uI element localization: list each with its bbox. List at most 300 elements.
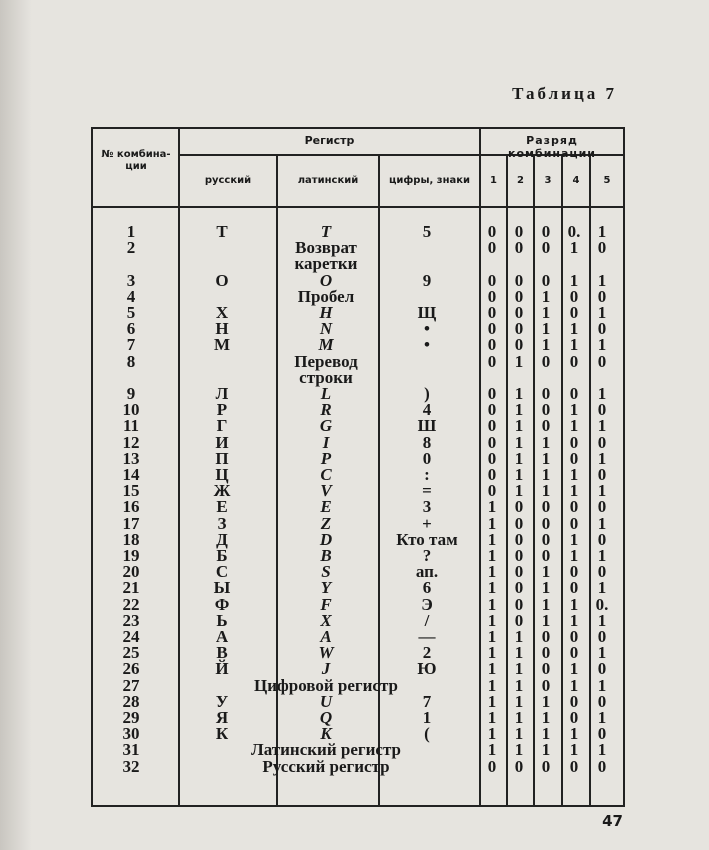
russian-letter: Ы bbox=[213, 578, 231, 598]
bit-4-value: 0 bbox=[569, 578, 579, 598]
russian-letter: Х bbox=[215, 303, 229, 322]
combination-number: 30 bbox=[122, 724, 140, 744]
combination-number: 14 bbox=[122, 465, 140, 484]
digit-sign: 3 bbox=[422, 497, 432, 517]
bit-1-value: 0 bbox=[487, 335, 497, 355]
combination-number: 26 bbox=[122, 659, 140, 679]
combination-number: 11 bbox=[122, 416, 140, 436]
bit-5-value: 0 bbox=[597, 497, 607, 517]
digit-sign: 9 bbox=[422, 270, 432, 290]
bit-5-value: 0 bbox=[597, 238, 607, 258]
bit-1-value: 1 bbox=[487, 708, 497, 727]
lat-column-header: латинский bbox=[297, 175, 359, 186]
latin-letter: B bbox=[320, 546, 332, 565]
latin-letter: V bbox=[320, 481, 332, 501]
bit-4-value: 1 bbox=[569, 465, 579, 484]
bit-1-value: 0 bbox=[487, 319, 497, 339]
russian-letter: Ж bbox=[213, 481, 231, 501]
bit-5-value: 1 bbox=[597, 384, 607, 403]
russian-letter: А bbox=[215, 627, 229, 646]
combination-number: 24 bbox=[122, 627, 140, 646]
table-row bbox=[91, 756, 623, 776]
bit-3-value: 1 bbox=[541, 708, 551, 727]
bit-3-value: 1 bbox=[541, 724, 551, 744]
bit-1-value: 0 bbox=[487, 384, 497, 403]
bit-4-value: 1 bbox=[569, 529, 579, 549]
bit-4-value: 0 bbox=[569, 286, 579, 306]
russian-letter: Ф bbox=[214, 594, 230, 614]
bit-1-value: 1 bbox=[487, 546, 497, 565]
bit-4-value: 1 bbox=[569, 594, 579, 614]
bit-5-value: 1 bbox=[597, 675, 607, 695]
bit-3-value: 0 bbox=[541, 546, 551, 565]
combination-number: 12 bbox=[122, 432, 140, 452]
table-row bbox=[91, 661, 623, 677]
latin-letter: M bbox=[318, 335, 334, 355]
table-row bbox=[91, 337, 623, 353]
bit-2-value: 0 bbox=[514, 578, 524, 598]
digit-sign: 5 bbox=[422, 222, 432, 241]
digit-sign: 1 bbox=[422, 708, 432, 727]
bit-1-value: 1 bbox=[487, 513, 497, 533]
bit-1-value: 0 bbox=[487, 432, 497, 452]
table-title: Таблица 7 bbox=[512, 84, 617, 103]
bit-2-value: 1 bbox=[514, 675, 524, 695]
bit-5-value: 0 bbox=[597, 756, 607, 776]
bit-3-value: 1 bbox=[541, 465, 551, 484]
combination-number: 32 bbox=[122, 756, 140, 776]
bit-4-value: 1 bbox=[569, 400, 579, 420]
latin-letter: X bbox=[320, 610, 332, 630]
bit-2-value: 1 bbox=[514, 627, 524, 646]
bit-1-value: 0 bbox=[487, 756, 497, 776]
bit-2-value: 0 bbox=[514, 222, 524, 241]
page-binding-shadow bbox=[0, 0, 32, 850]
bit-4-value: 0 bbox=[569, 627, 579, 646]
table-row bbox=[91, 256, 623, 272]
combination-number: 16 bbox=[122, 497, 140, 517]
russian-letter: Р bbox=[216, 400, 228, 420]
bit-5-value: 1 bbox=[597, 335, 607, 355]
latin-letter: C bbox=[320, 465, 332, 484]
bit-2-value: 1 bbox=[514, 465, 524, 484]
latin-letter: H bbox=[319, 303, 333, 322]
bit-3-value: 0 bbox=[541, 756, 551, 776]
latin-letter: E bbox=[320, 497, 332, 517]
combination-number: 1 bbox=[126, 222, 136, 241]
latin-letter: O bbox=[319, 270, 333, 290]
combination-number: 31 bbox=[122, 740, 140, 760]
page-number: 47 bbox=[602, 812, 623, 830]
combination-number: 28 bbox=[122, 691, 140, 711]
register-switch-label: Русский регистр bbox=[262, 756, 390, 776]
latin-letter: S bbox=[321, 562, 331, 582]
table-row bbox=[91, 742, 623, 758]
bit-3-value: 0 bbox=[541, 222, 551, 241]
bit-5-value: 1 bbox=[597, 270, 607, 290]
register-header: Регистр bbox=[304, 134, 355, 147]
bit-5-header: 5 bbox=[603, 175, 611, 186]
bit-3-value: 1 bbox=[541, 594, 551, 614]
combination-number: 15 bbox=[122, 481, 140, 501]
bit-4-value: 1 bbox=[569, 659, 579, 679]
bit-3-value: 0 bbox=[541, 351, 551, 371]
bit-2-value: 0 bbox=[514, 303, 524, 322]
bit-4-value: 0 bbox=[569, 303, 579, 322]
table-bottom-rule bbox=[93, 805, 623, 807]
bit-5-value: 0 bbox=[597, 562, 607, 582]
bit-3-value: 0 bbox=[541, 400, 551, 420]
bit-1-value: 1 bbox=[487, 675, 497, 695]
bit-1-value: 1 bbox=[487, 594, 497, 614]
bit-1-value: 0 bbox=[487, 222, 497, 241]
russian-letter: З bbox=[217, 513, 227, 533]
bit-2-value: 1 bbox=[514, 384, 524, 403]
latin-letter: K bbox=[320, 724, 332, 744]
bit-2-value: 1 bbox=[514, 691, 524, 711]
digit-sign: / bbox=[424, 610, 430, 630]
bits-header: Разряд комбинации bbox=[508, 134, 596, 160]
latin-letter: P bbox=[320, 448, 332, 468]
bit-5-value: 1 bbox=[597, 546, 607, 565]
bit-5-value: 1 bbox=[597, 643, 607, 663]
bit-1-value: 1 bbox=[487, 691, 497, 711]
bit-2-header: 2 bbox=[517, 175, 524, 186]
bit-3-value: 1 bbox=[541, 562, 551, 582]
bit-1-value: 0 bbox=[487, 448, 497, 468]
digit-sign: ) bbox=[424, 384, 430, 403]
latin-letter: каретки bbox=[294, 254, 358, 274]
bit-2-value: 0 bbox=[514, 562, 524, 582]
russian-letter: Г bbox=[216, 416, 228, 436]
digits-column-header: цифры, знаки bbox=[388, 175, 471, 186]
bit-2-value: 0 bbox=[514, 335, 524, 355]
digit-sign: Э bbox=[421, 594, 433, 614]
bit-3-value: 0 bbox=[541, 529, 551, 549]
bit-1-value: 0 bbox=[487, 303, 497, 322]
bit-3-value: 0 bbox=[541, 659, 551, 679]
bit-2-value: 0 bbox=[514, 497, 524, 517]
combination-number: 20 bbox=[122, 562, 140, 582]
bit-1-value: 1 bbox=[487, 643, 497, 663]
bit-4-value: 0 bbox=[569, 643, 579, 663]
combination-number: 19 bbox=[122, 546, 140, 565]
bit-1-value: 0 bbox=[487, 286, 497, 306]
bit-2-value: 1 bbox=[514, 432, 524, 452]
bit-5-value: 1 bbox=[597, 610, 607, 630]
bit-4-value: 0 bbox=[569, 448, 579, 468]
bit-5-value: 0 bbox=[597, 659, 607, 679]
russian-letter: М bbox=[213, 335, 231, 355]
bit-5-value: 0 bbox=[597, 724, 607, 744]
digit-sign: ап. bbox=[415, 562, 439, 582]
bit-4-value: 1 bbox=[569, 740, 579, 760]
register-switch-label: Латинский регистр bbox=[251, 740, 401, 760]
bit-5-value: 0 bbox=[597, 400, 607, 420]
bit-3-value: 0 bbox=[541, 643, 551, 663]
bit-1-value: 0 bbox=[487, 465, 497, 484]
russian-letter: К bbox=[215, 724, 229, 744]
bit-4-value: 1 bbox=[569, 546, 579, 565]
bit-1-value: 0 bbox=[487, 416, 497, 436]
latin-letter: Y bbox=[320, 578, 332, 598]
bit-3-value: 0 bbox=[541, 497, 551, 517]
russian-letter: Н bbox=[215, 319, 229, 339]
bit-4-value: 0 bbox=[569, 432, 579, 452]
latin-letter: N bbox=[319, 319, 333, 339]
bit-3-value: 1 bbox=[541, 578, 551, 598]
latin-letter: Перевод bbox=[294, 351, 358, 371]
combination-number: 22 bbox=[122, 594, 140, 614]
bit-2-value: 0 bbox=[514, 319, 524, 339]
bit-1-value: 1 bbox=[487, 497, 497, 517]
bit-2-value: 1 bbox=[514, 400, 524, 420]
russian-letter: Е bbox=[216, 497, 228, 517]
digit-sign: ? bbox=[422, 546, 432, 565]
bit-5-value: 0 bbox=[597, 319, 607, 339]
bit-5-value: 1 bbox=[597, 578, 607, 598]
bit-2-value: 1 bbox=[514, 481, 524, 501]
bit-3-value: 0 bbox=[541, 513, 551, 533]
bit-2-value: 1 bbox=[514, 351, 524, 371]
russian-letter: С bbox=[215, 562, 229, 582]
combination-number: 9 bbox=[126, 384, 136, 403]
digit-sign: 8 bbox=[422, 432, 432, 452]
bit-4-value: 0 bbox=[569, 562, 579, 582]
digit-sign: ( bbox=[424, 724, 430, 744]
digit-sign: Щ bbox=[417, 303, 437, 322]
bit-2-value: 0 bbox=[514, 529, 524, 549]
digit-sign: 7 bbox=[422, 691, 432, 711]
digit-sign: + bbox=[422, 513, 432, 533]
bit-3-value: 1 bbox=[541, 740, 551, 760]
bit-2-value: 0 bbox=[514, 513, 524, 533]
bit-3-value: 1 bbox=[541, 319, 551, 339]
combination-number: 4 bbox=[126, 286, 136, 306]
combination-number: 29 bbox=[122, 708, 140, 727]
bit-4-value: 1 bbox=[569, 724, 579, 744]
bit-3-value: 1 bbox=[541, 286, 551, 306]
table-row bbox=[91, 580, 623, 596]
bit-5-value: 0 bbox=[597, 465, 607, 484]
bit-2-value: 0 bbox=[514, 610, 524, 630]
russian-letter: Й bbox=[215, 659, 229, 679]
combination-number: 21 bbox=[122, 578, 140, 598]
bit-4-value: 0 bbox=[569, 513, 579, 533]
bit-3-value: 0 bbox=[541, 238, 551, 258]
russian-letter: Т bbox=[216, 222, 228, 241]
bit-3-value: 1 bbox=[541, 303, 551, 322]
bit-5-value: 0. bbox=[595, 594, 609, 614]
bit-4-value: 1 bbox=[569, 335, 579, 355]
latin-letter: I bbox=[322, 432, 330, 452]
latin-letter: D bbox=[319, 529, 333, 549]
bit-4-value: 1 bbox=[569, 481, 579, 501]
bit-4-value: 0 bbox=[569, 756, 579, 776]
combination-number: 10 bbox=[122, 400, 140, 420]
combination-number-header: № комбина- ции bbox=[101, 149, 171, 172]
combination-number: 17 bbox=[122, 513, 140, 533]
bit-5-value: 1 bbox=[597, 416, 607, 436]
latin-letter: R bbox=[320, 400, 332, 420]
digit-sign: Ю bbox=[417, 659, 437, 679]
russian-letter: Я bbox=[215, 708, 229, 727]
bit-2-value: 0 bbox=[514, 270, 524, 290]
russian-letter: У bbox=[215, 691, 229, 711]
bit-3-header: 3 bbox=[544, 175, 552, 186]
bit-4-value: 1 bbox=[569, 270, 579, 290]
digit-sign: : bbox=[424, 465, 430, 484]
bit-4-value: 0 bbox=[569, 384, 579, 403]
bit-3-value: 1 bbox=[541, 335, 551, 355]
bit-5-value: 1 bbox=[597, 448, 607, 468]
bit-4-header: 4 bbox=[572, 175, 580, 186]
latin-letter: U bbox=[319, 691, 333, 711]
combination-number: 2 bbox=[126, 238, 136, 258]
latin-letter: L bbox=[320, 384, 332, 403]
bit-5-value: 1 bbox=[597, 513, 607, 533]
bit-3-value: 0 bbox=[541, 270, 551, 290]
combination-number: 18 bbox=[122, 529, 140, 549]
russian-letter: П bbox=[215, 448, 229, 468]
latin-letter: J bbox=[321, 659, 331, 679]
bit-2-value: 1 bbox=[514, 724, 524, 744]
bit-2-value: 0 bbox=[514, 286, 524, 306]
digit-sign: • bbox=[424, 319, 430, 339]
bit-3-value: 1 bbox=[541, 691, 551, 711]
bit-5-value: 1 bbox=[597, 740, 607, 760]
russian-letter: О bbox=[215, 270, 229, 290]
bit-4-value: 1 bbox=[569, 319, 579, 339]
latin-letter: T bbox=[320, 222, 332, 241]
bit-2-value: 0 bbox=[514, 238, 524, 258]
bit-1-value: 0 bbox=[487, 238, 497, 258]
russian-letter: Д bbox=[216, 529, 228, 549]
latin-letter: F bbox=[320, 594, 332, 614]
bit-2-value: 0 bbox=[514, 594, 524, 614]
bit-2-value: 0 bbox=[514, 756, 524, 776]
bit-4-value: 1 bbox=[569, 416, 579, 436]
latin-letter: Пробел bbox=[297, 286, 355, 306]
bit-5-value: 0 bbox=[597, 432, 607, 452]
bit-2-value: 1 bbox=[514, 416, 524, 436]
table-row bbox=[91, 351, 623, 371]
russian-letter: Б bbox=[216, 546, 228, 565]
bit-5-value: 1 bbox=[597, 303, 607, 322]
bit-1-value: 1 bbox=[487, 610, 497, 630]
digit-sign: Ш bbox=[417, 416, 437, 436]
bit-2-value: 0 bbox=[514, 546, 524, 565]
digit-sign: 6 bbox=[422, 578, 432, 598]
table-row bbox=[91, 418, 623, 434]
bit-4-value: 0 bbox=[569, 351, 579, 371]
digit-sign: 4 bbox=[422, 400, 432, 420]
bit-5-value: 0 bbox=[597, 627, 607, 646]
latin-letter: Возврат bbox=[295, 238, 357, 258]
bit-1-value: 1 bbox=[487, 529, 497, 549]
digit-sign: Кто там bbox=[396, 529, 458, 549]
bit-1-value: 1 bbox=[487, 740, 497, 760]
bit-2-value: 1 bbox=[514, 740, 524, 760]
bit-3-value: 0 bbox=[541, 416, 551, 436]
bit-2-value: 1 bbox=[514, 448, 524, 468]
bit-5-value: 0 bbox=[597, 529, 607, 549]
bit-2-value: 1 bbox=[514, 659, 524, 679]
russian-letter: Ц bbox=[215, 465, 229, 484]
bit-1-value: 1 bbox=[487, 627, 497, 646]
bit-1-value: 0 bbox=[487, 400, 497, 420]
bit-5-value: 1 bbox=[597, 708, 607, 727]
table-row bbox=[91, 240, 623, 256]
bit-4-value: 1 bbox=[569, 675, 579, 695]
combination-number: 23 bbox=[122, 610, 140, 630]
bit-5-value: 0 bbox=[597, 351, 607, 371]
bit-3-value: 0 bbox=[541, 384, 551, 403]
russian-letter: И bbox=[215, 432, 229, 452]
combination-number: 7 bbox=[126, 335, 136, 355]
russian-letter: Ь bbox=[216, 610, 228, 630]
digit-sign: 2 bbox=[422, 643, 432, 663]
bit-5-value: 0 bbox=[597, 691, 607, 711]
bit-1-header: 1 bbox=[490, 175, 497, 186]
bit-5-value: 1 bbox=[597, 481, 607, 501]
bit-1-value: 1 bbox=[487, 578, 497, 598]
register-switch-label: Цифровой регистр bbox=[254, 675, 398, 695]
bit-2-value: 1 bbox=[514, 643, 524, 663]
bit-4-value: 0 bbox=[569, 497, 579, 517]
digit-sign: 0 bbox=[422, 448, 432, 468]
combination-number: 6 bbox=[126, 319, 136, 339]
russian-letter: В bbox=[216, 643, 228, 663]
combination-number: 25 bbox=[122, 643, 140, 663]
bit-1-value: 1 bbox=[487, 659, 497, 679]
bit-5-value: 1 bbox=[597, 222, 607, 241]
bit-1-value: 0 bbox=[487, 481, 497, 501]
bit-2-value: 1 bbox=[514, 708, 524, 727]
combination-number: 13 bbox=[122, 448, 140, 468]
bit-3-value: 1 bbox=[541, 610, 551, 630]
digit-sign: — bbox=[418, 627, 436, 646]
bit-1-value: 1 bbox=[487, 724, 497, 744]
bit-1-value: 0 bbox=[487, 270, 497, 290]
bit-3-value: 1 bbox=[541, 481, 551, 501]
bit-3-value: 1 bbox=[541, 432, 551, 452]
table-row bbox=[91, 499, 623, 515]
digit-sign: • bbox=[424, 335, 430, 355]
latin-letter: A bbox=[320, 627, 332, 646]
bit-3-value: 1 bbox=[541, 448, 551, 468]
rus-column-header: русский bbox=[204, 175, 252, 186]
bit-5-value: 0 bbox=[597, 286, 607, 306]
latin-letter: строки bbox=[299, 367, 353, 387]
bit-4-value: 1 bbox=[569, 238, 579, 258]
bit-4-value: 0 bbox=[569, 708, 579, 727]
combination-number: 5 bbox=[126, 303, 136, 322]
combination-number: 8 bbox=[126, 351, 136, 371]
bit-4-value: 0. bbox=[567, 222, 581, 241]
combination-number: 3 bbox=[126, 270, 136, 290]
header-bottom-rule bbox=[93, 206, 623, 208]
bit-1-value: 0 bbox=[487, 351, 497, 371]
latin-letter: Q bbox=[319, 708, 333, 727]
latin-letter: Z bbox=[320, 513, 332, 533]
bit-4-value: 0 bbox=[569, 691, 579, 711]
bit-3-value: 0 bbox=[541, 675, 551, 695]
bit-1-value: 1 bbox=[487, 562, 497, 582]
bit-3-value: 0 bbox=[541, 627, 551, 646]
bit-4-value: 1 bbox=[569, 610, 579, 630]
latin-letter: G bbox=[319, 416, 333, 436]
